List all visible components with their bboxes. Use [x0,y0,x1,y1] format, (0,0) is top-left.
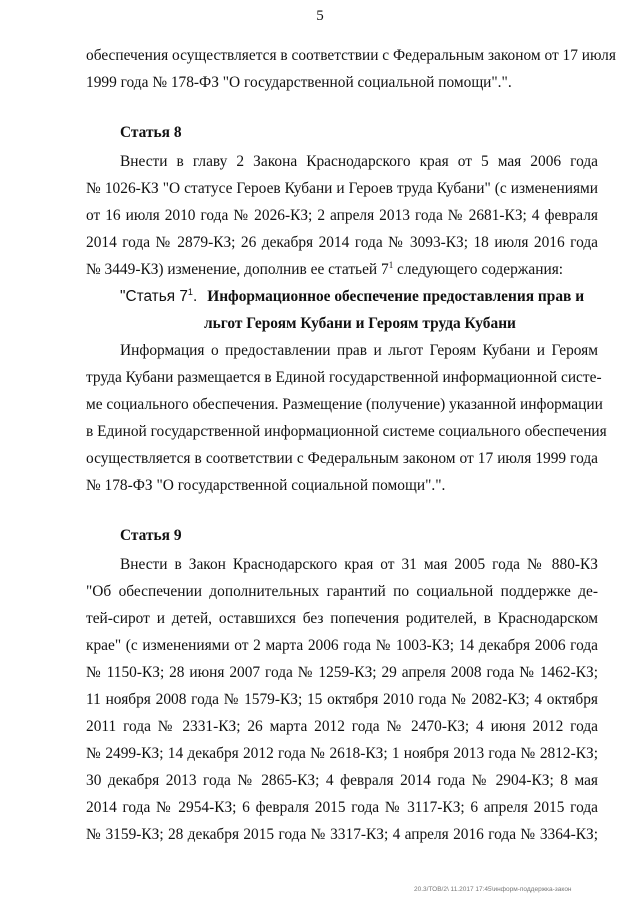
article-8-heading: Статья 8 [120,124,182,141]
intro-line: 1999 года № 178-ФЗ "О государственной социальной помощи".". [86,74,512,91]
page-number: 5 [316,8,324,24]
article-9-line: 11 ноября 2008 года № 1579-КЗ; 15 октября 2010 года № 2082-КЗ; 4 октября [86,691,598,708]
article-8-line: 2014 года № 2879-КЗ; 26 декабря 2014 года № 3093-КЗ; 18 июля 2016 года [86,234,598,251]
article-9-line: тей-сирот и детей, оставшихся без попечения родителей, в Краснодарском [86,610,598,627]
article-8-line: от 16 июля 2010 года № 2026-КЗ; 2 апреля 2013 года № 2681-КЗ; 4 февраля [86,207,598,224]
new-article-title: "Статья $7^1$. Информационное обеспечение предоставления прав и [120,286,585,305]
article-9-line: крае" (с изменениями от 2 марта 2006 года № 1003-КЗ; 14 декабря 2006 года [86,637,598,654]
article-9-line: 2011 года № 2331-КЗ; 26 марта 2012 года № 2470-КЗ; 4 июня 2012 года [86,718,598,735]
article-9-line: "Об обеспечении дополнительных гарантий по социальной поддержке де- [86,583,598,600]
article-8-body-line: труда Кубани размещается в Единой государственной информационной систе- [86,369,602,386]
article-8-body-line: в Единой государственной информационной системе социального обеспечения [86,423,607,440]
article-9-line: № 1150-КЗ; 28 июня 2007 года № 1259-КЗ; 29 апреля 2008 года № 1462-КЗ; [86,664,598,681]
article-9-line: № 3159-КЗ; 28 декабря 2015 года № 3317-КЗ; 4 апреля 2016 года № 3364-КЗ; [86,826,598,843]
article-9-line: Внести в Закон Краснодарского края от 31 мая 2005 года № 880-КЗ [120,556,598,573]
document-footer: 20.3/ТОВ/2\ 11.2017 17:45\информ-поддержка-закон [414,886,572,893]
article-9-heading: Статья 9 [120,527,182,544]
article-8-body-line: осуществляется в соответствии с Федеральным законом от 17 июля 1999 года [86,450,598,467]
article-9-line: № 2499-КЗ; 14 декабря 2012 года № 2618-КЗ; 1 ноября 2013 года № 2812-КЗ; [86,745,598,762]
article-8-line: № 3449-КЗ) изменение, дополнив ее статьей $7^1$ следующего содержания: [86,259,564,278]
article-8-body-line: № 178-ФЗ "О государственной социальной помощи".". [86,477,446,494]
article-8-line: Внести в главу 2 Закона Краснодарского края от 5 мая 2006 года [120,153,598,170]
article-8-body-line: ме социального обеспечения. Размещение (получение) указанной информации [86,396,603,413]
intro-line: обеспечения осуществляется в соответствии с Федеральным законом от 17 июля [86,47,616,64]
new-article-title-cont: льгот Героям Кубани и Героям труда Кубани [204,315,516,332]
article-8-body-line: Информация о предоставлении прав и льгот Героям Кубани и Героям [120,342,598,359]
article-9-line: 30 декабря 2013 года № 2865-КЗ; 4 февраля 2014 года № 2904-КЗ; 8 мая [86,772,598,789]
article-9-line: 2014 года № 2954-КЗ; 6 февраля 2015 года № 3117-КЗ; 6 апреля 2015 года [86,799,598,816]
article-8-line: № 1026-КЗ "О статусе Героев Кубани и Героев труда Кубани" (с изменениями [86,180,598,197]
